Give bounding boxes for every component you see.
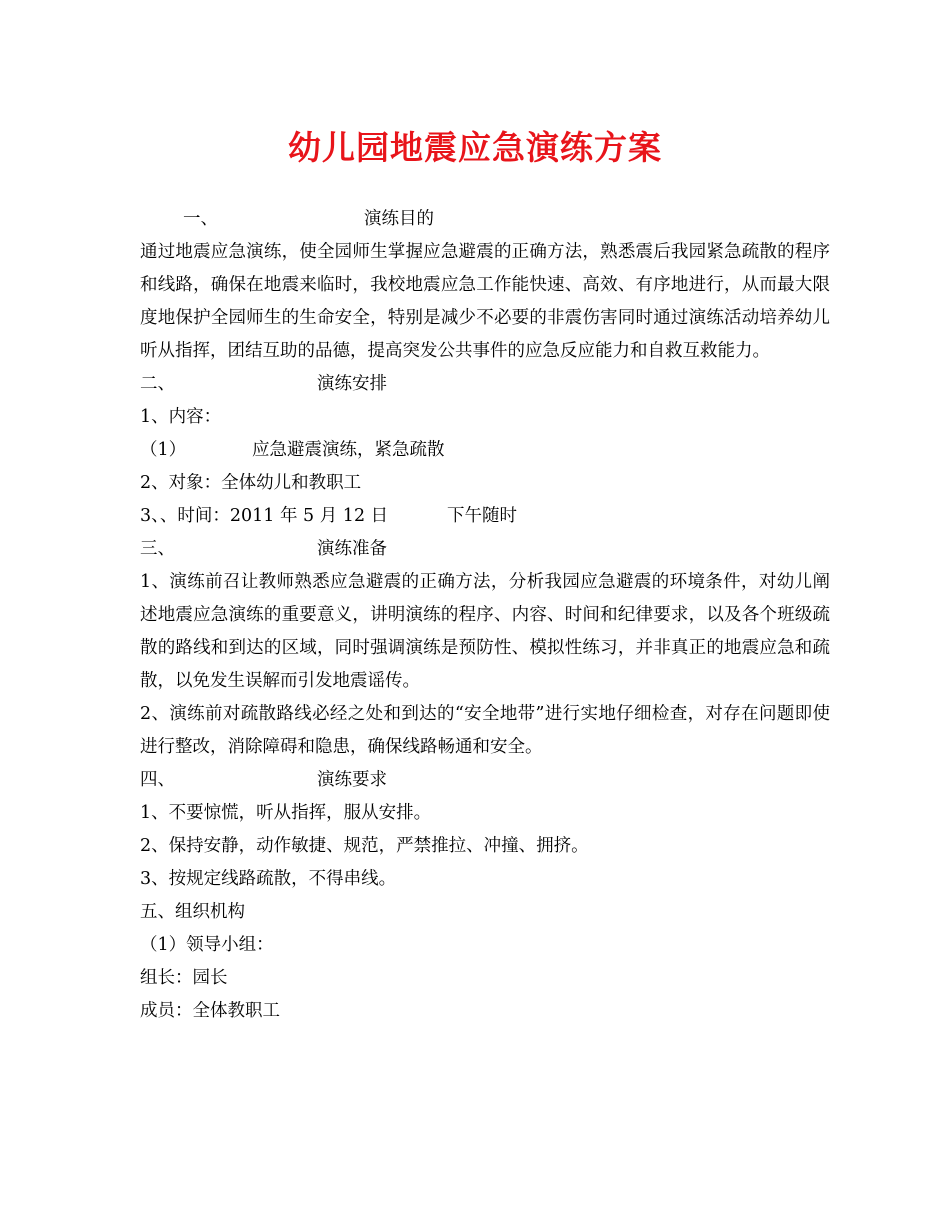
document-title: 幼儿园地震应急演练方案: [288, 128, 662, 167]
section-5-heading: 五、组织机构: [140, 902, 245, 922]
item-content: 1、内容：: [140, 407, 222, 427]
section-title: 演练目的: [364, 209, 434, 229]
section-number: 二、: [140, 374, 175, 394]
item-time: [140, 500, 830, 533]
section-title: 演练要求: [317, 770, 387, 790]
time-extra: 下午随时: [447, 506, 517, 526]
requirement-2: 2、保持安静，动作敏捷、规范，严禁推拉、冲撞、拥挤。: [140, 836, 589, 856]
sub-number: （1）: [140, 440, 187, 460]
item-content-sub: [140, 434, 830, 467]
section-title: 演练安排: [317, 374, 387, 394]
section-title: 演练准备: [317, 539, 387, 559]
section-2-heading: [140, 368, 830, 401]
requirement-3: 3、按规定线路疏散，不得串线。: [140, 869, 397, 889]
requirement-1: 1、不要惊慌，听从指挥，服从安排。: [140, 803, 432, 823]
section-number: 四、: [140, 770, 175, 790]
section-number: 一、: [183, 209, 218, 229]
paragraph-prep-1: 1、演练前召让教师熟悉应急避震的正确方法，分析我园应急避震的环境条件，对幼儿阐述地震应急演练的重要意义，讲明演练的程序、内容、时间和纪律要求，以及各个班级疏散的路线和到达的区域，同时强调演练是预防性、模拟性练习，并非真正的地震应急和疏散，以免发生误解而引发地震谣传。: [140, 572, 830, 691]
section-4-heading: [140, 764, 830, 797]
section-3-heading: [140, 533, 830, 566]
paragraph-prep-2: 2、演练前对疏散路线必经之处和到达的“安全地带”进行实地仔细检查，对存在问题即使进行整改，消除障碍和隐患，确保线路畅通和安全。: [140, 704, 830, 757]
item-target: 2、对象：全体幼儿和教职工: [140, 473, 362, 493]
org-subheading: （1）领导小组：: [140, 935, 274, 955]
document-body: [140, 203, 830, 1028]
paragraph-purpose: 通过地震应急演练，使全园师生掌握应急避震的正确方法，熟悉震后我园紧急疏散的程序和线路，确保在地震来临时，我校地震应急工作能快速、高效、有序地进行，从而最大限度地保护全园师生的生命安全，特别是减少不必要的非震伤害同时通过演练活动培养幼儿听从指挥，团结互助的品德，提高突发公共事件的应急反应能力和自救互救能力。: [140, 242, 830, 361]
org-leader: 组长：园长: [140, 968, 228, 988]
section-number: 三、: [140, 539, 175, 559]
sub-text: 应急避震演练，紧急疏散: [252, 440, 445, 460]
section-1-heading: [140, 203, 830, 236]
org-members: 成员：全体教职工: [140, 1001, 280, 1021]
time-text: 3、、时间：2011 年 5 月 12 日: [140, 506, 389, 526]
